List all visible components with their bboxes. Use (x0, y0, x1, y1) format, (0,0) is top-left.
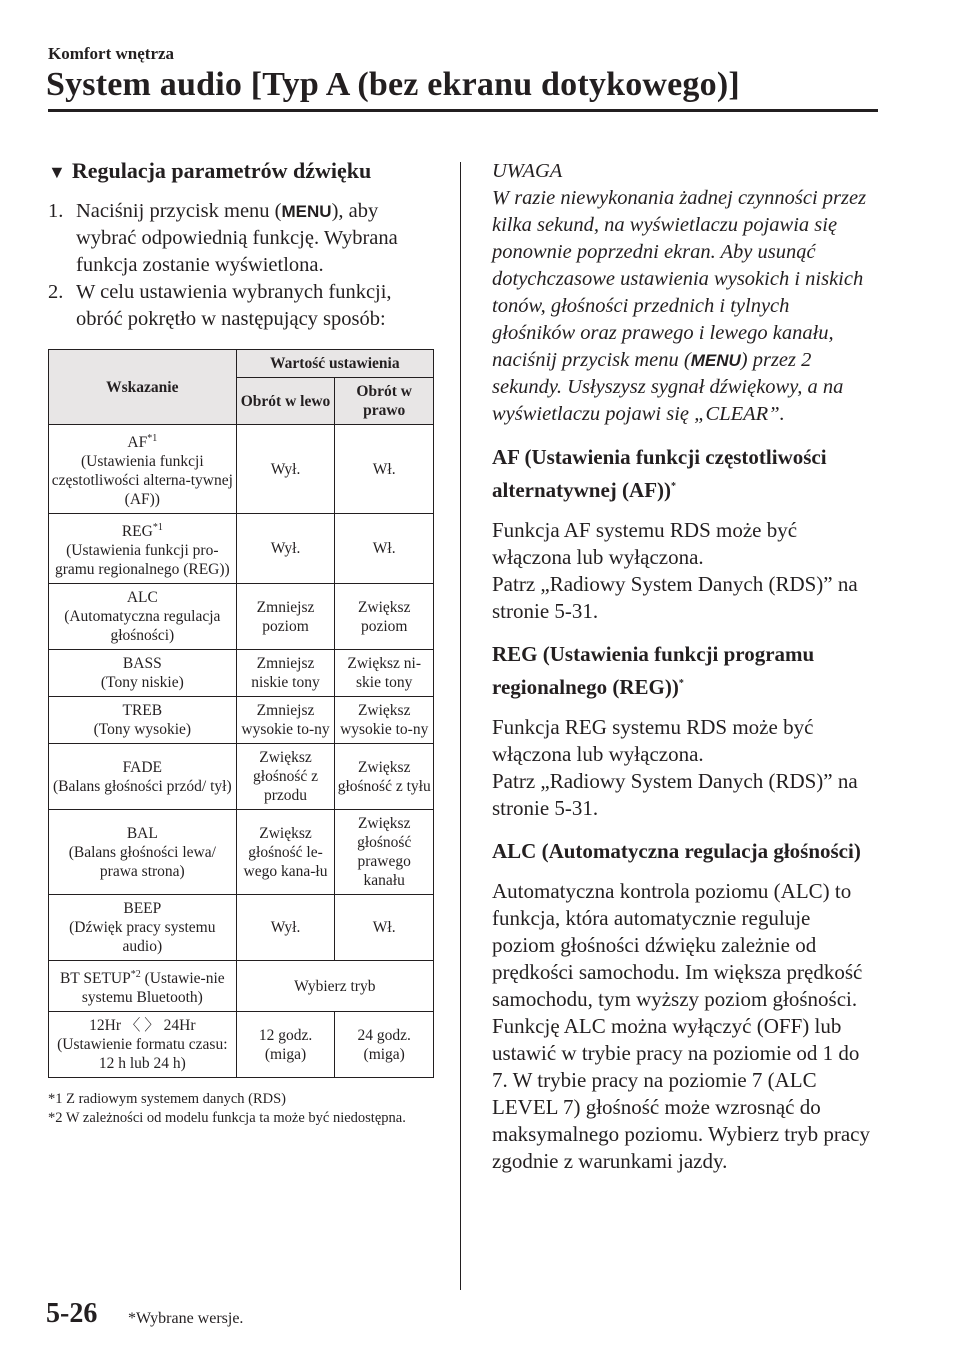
af-text: Funkcja AF systemu RDS może być włączona lub wyłączona. (492, 518, 798, 569)
column-divider (460, 162, 461, 1290)
indicator-name: BASS (122, 655, 162, 673)
indicator-cell (49, 425, 237, 514)
table-row (49, 961, 434, 1012)
indicator-cell (49, 961, 237, 1012)
af-heading (492, 442, 872, 505)
left-value-cell: Zwiększ głośność le-wego kana-łu (236, 810, 335, 895)
indicator-name: 12Hr (89, 1017, 121, 1035)
optional-marker: * (671, 481, 677, 492)
left-column (48, 158, 438, 1128)
table-row (49, 1012, 434, 1078)
reg-text: Funkcja REG systemu RDS może być włączona lub wyłączona. (492, 715, 814, 766)
table-row (49, 744, 434, 810)
table-row (49, 425, 434, 514)
col-left-header: Obrót w lewo (236, 378, 335, 425)
right-value-cell: Wł. (335, 514, 434, 584)
step-1 (48, 198, 438, 279)
indicator-name-alt: 24Hr (163, 1017, 196, 1035)
menu-button-icon: MENU (690, 351, 741, 370)
menu-button-icon: MENU (281, 202, 332, 221)
reg-heading-text: REG (Ustawienia funkcji programu regionalnego (REG)) (492, 642, 815, 699)
table-row (49, 514, 434, 584)
col-indicator-header: Wskazanie (49, 350, 237, 425)
af-paragraph (492, 517, 872, 625)
bt-value-cell: Wybierz tryb (236, 961, 433, 1012)
indicator-cell (49, 584, 237, 650)
right-value-cell: Zwiększ głośność z tyłu (335, 744, 434, 810)
step-2 (48, 279, 438, 333)
indicator-name: AF (127, 434, 148, 452)
indicator-desc: (Dźwięk pracy systemu audio) (69, 919, 216, 956)
section-label: Komfort wnętrza (48, 44, 175, 63)
indicator-cell (49, 810, 237, 895)
footnote-ref: *1 (147, 433, 158, 444)
indicator-cell (49, 1012, 237, 1078)
indicator-cell (49, 895, 237, 961)
indicator-desc: (Ustawienia funkcji częstotliwości alterna-tywnej (AF)) (51, 453, 233, 509)
reg-heading (492, 639, 872, 702)
indicator-desc: (Ustawienie formatu czasu: 12 h lub 24 h) (57, 1036, 228, 1073)
optional-marker: * (678, 678, 684, 689)
right-value-cell: 24 godz. (miga) (335, 1012, 434, 1078)
section-heading (48, 158, 438, 184)
indicator-cell (49, 650, 237, 697)
indicator-cell (49, 744, 237, 810)
footnote-ref: *1 (152, 522, 163, 534)
table-row (49, 810, 434, 895)
note-text-before: W razie niewykonania żadnej czynności przez kilka sekund, na wyświetlaczu pojawia się ponownie poprzedni ekran. Aby usunąć dotychczasowe ustawienia wysokich i niskich tonów, głośności przednich i tylnych głośników oraz prawego i lewego kanału, naciśnij przycisk menu ( (492, 187, 867, 371)
optional-note: *Wybrane wersje. (128, 1310, 244, 1327)
reg-reference: Patrz „Radiowy System Danych (RDS)” na stronie 5-31. (492, 769, 858, 820)
settings-table (48, 349, 434, 1078)
footnote-2: *2 W zależności od modelu funkcja ta może być niedostępna. (48, 1110, 406, 1127)
table-row (49, 697, 434, 744)
left-value-cell: 12 godz. (miga) (236, 1012, 335, 1078)
af-reference: Patrz „Radiowy System Danych (RDS)” na stronie 5-31. (492, 572, 858, 623)
page-title: System audio [Typ A (bez ekranu dotykowego)] (46, 66, 740, 103)
note-block (492, 158, 872, 428)
step-text: W celu ustawienia wybranych funkcji, obróć pokrętło w następujący sposób: (76, 281, 392, 330)
reg-paragraph (492, 714, 872, 822)
indicator-desc: (Tony niskie) (100, 674, 184, 692)
left-value-cell: Wył. (236, 895, 335, 961)
table-row (49, 584, 434, 650)
indicator-name: TREB (122, 702, 163, 720)
step1-text-after: ), aby wybrać odpowiednią funkcję. Wybrana funkcja zostanie wyświetlona. (76, 200, 398, 276)
col-right-header: Obrót w prawo (335, 378, 434, 425)
indicator-desc: (Balans głośności przód/ tył) (52, 777, 232, 795)
table-body (49, 425, 434, 1078)
left-value-cell: Zwiększ głośność z przodu (236, 744, 335, 810)
indicator-name: ALC (126, 589, 158, 607)
indicator-name: BEEP (123, 900, 162, 918)
section-heading-text: Regulacja parametrów dźwięku (71, 158, 372, 183)
page-number: 5-26 (46, 1298, 98, 1329)
indicator-name: BT SETUP (59, 970, 131, 988)
right-value-cell: Zwiększ poziom (335, 584, 434, 650)
indicator-cell (49, 697, 237, 744)
indicator-desc: (Ustawienia funkcji pro-gramu regionalnego (REG)) (54, 542, 230, 579)
indicator-desc: (Balans głośności lewa/ prawa strona) (68, 843, 216, 880)
alc-paragraph: Automatyczna kontrola poziomu (ALC) to funkcja, która automatycznie reguluje poziom głośności dźwięku zależnie od prędkości samochodu. Im większa prędkość samochodu, tym wyższy poziom głośności. Funkcję ALC można wyłączyć (OFF) lub ustawić w trybie pracy na poziomie od 1 do 7. W trybie pracy na poziomie 7 (ALC LEVEL 7) głośność może wzrosnąć do maksymalnego poziomu. Wybierz tryb pracy zgodnie z warunkami jazdy. (492, 879, 870, 1173)
step1-text-before: Naciśnij przycisk menu ( (76, 200, 282, 222)
right-column (492, 158, 872, 1175)
footnotes (48, 1090, 438, 1128)
header-rule (48, 109, 878, 112)
left-value-cell: Zmniejsz wysokie to-ny (236, 697, 335, 744)
indicator-name: BAL (126, 824, 158, 842)
col-setting-header: Wartość ustawienia (236, 350, 433, 378)
indicator-desc: (Tony wysokie) (93, 721, 192, 739)
step-number: 1. (48, 200, 64, 222)
step-number: 2. (48, 281, 64, 303)
af-heading-text: AF (Ustawienia funkcji częstotliwości alternatywnej (AF)) (492, 445, 827, 502)
alc-heading: ALC (Automatyczna regulacja głośności) (492, 839, 861, 863)
triangle-marker-icon: ▼ (48, 162, 66, 182)
left-value-cell: Zmniejsz niskie tony (236, 650, 335, 697)
indicator-desc: (Automatyczna regulacja głośności) (64, 608, 221, 645)
right-value-cell: Wł. (335, 425, 434, 514)
right-value-cell: Zwiększ ni-skie tony (335, 650, 434, 697)
step-text (76, 198, 438, 279)
right-value-cell: Wł. (335, 895, 434, 961)
arrows-left-right-icon: 〈 〉 (124, 1017, 160, 1035)
note-heading: UWAGA (492, 160, 563, 182)
note-text-after: ) przez 2 sekundy. Usłyszysz sygnał dźwiękowy, a na wyświetlaczu pojawi się „CLEAR”. (492, 349, 844, 425)
left-value-cell: Zmniejsz poziom (236, 584, 335, 650)
indicator-desc: (Ustawie-nie systemu Bluetooth) (81, 970, 225, 1007)
right-value-cell: Zwiększ wysokie to-ny (335, 697, 434, 744)
indicator-name: FADE (122, 758, 162, 776)
footnote-1: *1 Z radiowym systemem danych (RDS) (48, 1091, 287, 1108)
right-value-cell: Zwiększ głośność prawego kanału (335, 810, 434, 895)
indicator-name: REG (121, 523, 153, 541)
steps-list (48, 198, 438, 333)
footnote-ref: *2 (130, 969, 141, 981)
left-value-cell: Wył. (236, 514, 335, 584)
table-row (49, 650, 434, 697)
left-value-cell: Wył. (236, 425, 335, 514)
table-row (49, 895, 434, 961)
indicator-cell (49, 514, 237, 584)
